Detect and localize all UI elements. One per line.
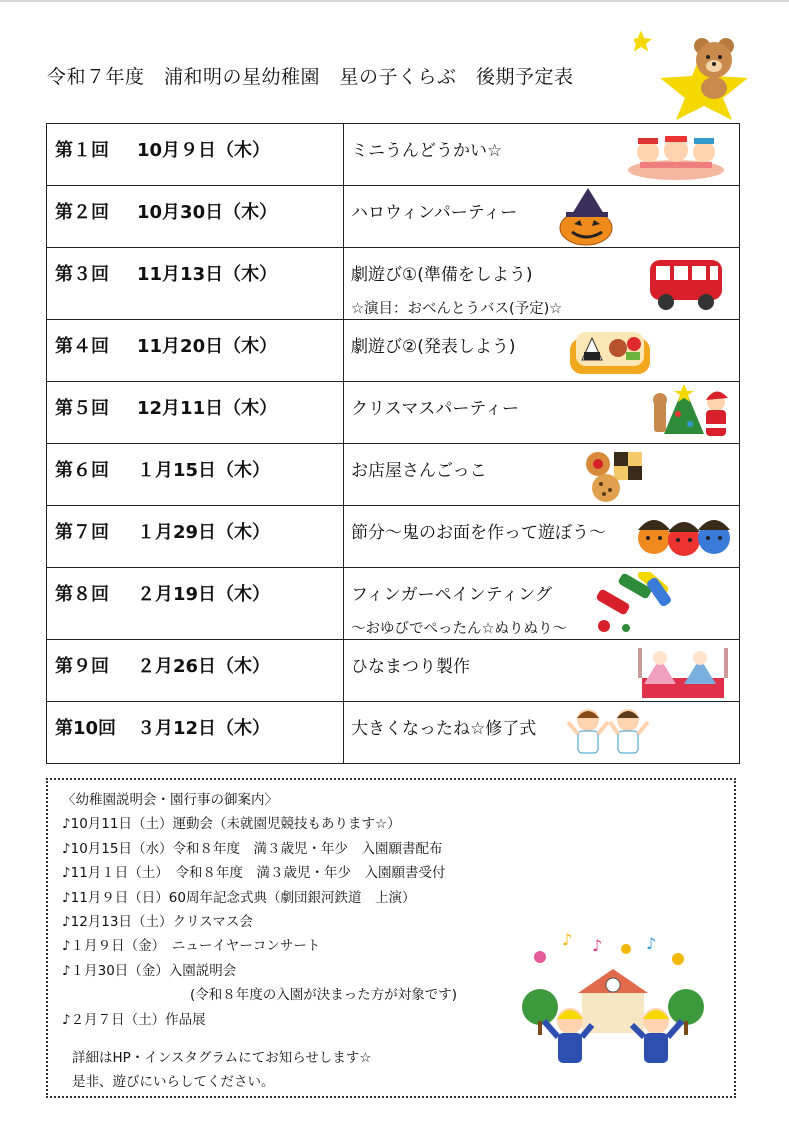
top-border — [0, 0, 789, 2]
event-cell — [344, 124, 740, 186]
info-footer: 詳細はHP・インスタグラムにてお知らせします☆ — [72, 1050, 372, 1067]
table-row — [47, 506, 740, 568]
event-cell — [344, 382, 740, 444]
table-row — [47, 568, 740, 640]
event-subtitle: ～おゆびでぺったん☆ぬりぬり～ — [351, 621, 567, 637]
page-title: 令和７年度 浦和明の星幼稚園 星の子くらぶ 後期予定表 — [47, 66, 574, 88]
info-item: ♪10月15日（水）令和８年度 満３歳児・年少 入園願書配布 — [62, 840, 443, 857]
event-cell — [344, 186, 740, 248]
event-name: ハロウィンパーティー — [351, 203, 518, 223]
svg-text:♪: ♪ — [592, 936, 603, 955]
date-text: ２月19日（木） — [137, 584, 271, 605]
table-row — [47, 444, 740, 506]
session-number: 第７回 — [55, 522, 109, 543]
info-item: ♪11月９日（日）60周年記念式典（劇団銀河鉄道 上演） — [62, 889, 416, 906]
session-date — [47, 320, 344, 382]
date-text: 11月13日（木） — [137, 264, 278, 285]
oni-icon — [634, 510, 734, 564]
session-number: 第３回 — [55, 264, 109, 285]
session-number: 第９回 — [55, 656, 109, 677]
date-text: ２月26日（木） — [137, 656, 271, 677]
table-row — [47, 640, 740, 702]
event-cell — [344, 444, 740, 506]
event-name: 劇遊び②(発表しよう) — [351, 337, 516, 357]
session-number: 第４回 — [55, 336, 109, 357]
session-number: 第５回 — [55, 398, 109, 419]
date-text: 10月30日（木） — [137, 202, 278, 223]
bento-icon — [568, 324, 652, 378]
christmas-icon — [648, 384, 732, 442]
table-row — [47, 186, 740, 248]
info-item: ♪２月７日（土）作品展 — [62, 1011, 206, 1028]
date-text: 12月11日（木） — [137, 398, 278, 419]
session-date — [47, 124, 344, 186]
table-row — [47, 124, 740, 186]
date-text: １月15日（木） — [137, 460, 271, 481]
event-cell — [344, 568, 740, 640]
event-name: ミニうんどうかい☆ — [351, 141, 503, 161]
schedule-table — [46, 123, 740, 764]
session-date — [47, 702, 344, 764]
event-name: フィンガーペインティング — [351, 585, 552, 605]
session-number: 第10回 — [55, 718, 117, 739]
event-cell — [344, 320, 740, 382]
session-date — [47, 568, 344, 640]
hina-dolls-icon — [638, 644, 728, 700]
children-icon — [566, 704, 650, 762]
session-date — [47, 248, 344, 320]
school-children-icon — [518, 925, 708, 1075]
table-row — [47, 702, 740, 764]
event-name: お店屋さんごっこ — [351, 461, 487, 481]
info-item: ♪12月13日（土）クリスマス会 — [62, 914, 253, 931]
info-item: ♪11月１日（土） 令和８年度 満３歳児・年少 入園願書受付 — [62, 865, 446, 882]
session-date — [47, 506, 344, 568]
info-note: (令和８年度の入園が決まった方が対象です) — [190, 987, 458, 1004]
session-date — [47, 186, 344, 248]
cookies-icon — [584, 448, 654, 504]
date-text: ３月12日（木） — [137, 718, 271, 739]
info-item: ♪１月９日（金） ニューイヤーコンサート — [62, 938, 321, 955]
info-item: ♪１月30日（金）入園説明会 — [62, 962, 237, 979]
bear-star-icon — [634, 24, 752, 120]
svg-text:♪: ♪ — [646, 934, 657, 953]
bus-icon — [646, 256, 726, 312]
session-number: 第８回 — [55, 584, 109, 605]
info-heading: 〈幼稚園説明会・園行事の御案内〉 — [62, 792, 278, 808]
session-number: 第６回 — [55, 460, 109, 481]
session-date — [47, 640, 344, 702]
event-name: 大きくなったね☆修了式 — [351, 719, 537, 739]
sports-day-icon — [626, 128, 726, 182]
session-number: 第１回 — [55, 140, 109, 161]
event-name: ひなまつり製作 — [351, 657, 470, 677]
event-subtitle: ☆演目：おべんとうバス(予定)☆ — [351, 301, 563, 317]
pumpkin-icon — [558, 188, 622, 246]
table-row — [47, 320, 740, 382]
info-footer: 是非、遊びにいらしてください。 — [72, 1074, 275, 1091]
event-cell — [344, 640, 740, 702]
table-row — [47, 248, 740, 320]
session-date — [47, 444, 344, 506]
event-name: クリスマスパーティー — [351, 399, 519, 419]
event-cell — [344, 248, 740, 320]
date-text: １月29日（木） — [137, 522, 271, 543]
paint-tubes-icon — [588, 572, 678, 636]
event-cell — [344, 702, 740, 764]
date-text: 10月９日（木） — [137, 140, 271, 161]
info-item: ♪10月11日（土）運動会（未就園児競技もあります☆） — [62, 816, 401, 833]
date-text: 11月20日（木） — [137, 336, 278, 357]
svg-text:♪: ♪ — [562, 930, 573, 949]
session-date — [47, 382, 344, 444]
table-row — [47, 382, 740, 444]
event-name: 節分～鬼のお面を作って遊ぼう～ — [351, 523, 606, 543]
session-number: 第２回 — [55, 202, 109, 223]
event-cell — [344, 506, 740, 568]
event-name: 劇遊び①(準備をしよう) — [351, 265, 533, 285]
